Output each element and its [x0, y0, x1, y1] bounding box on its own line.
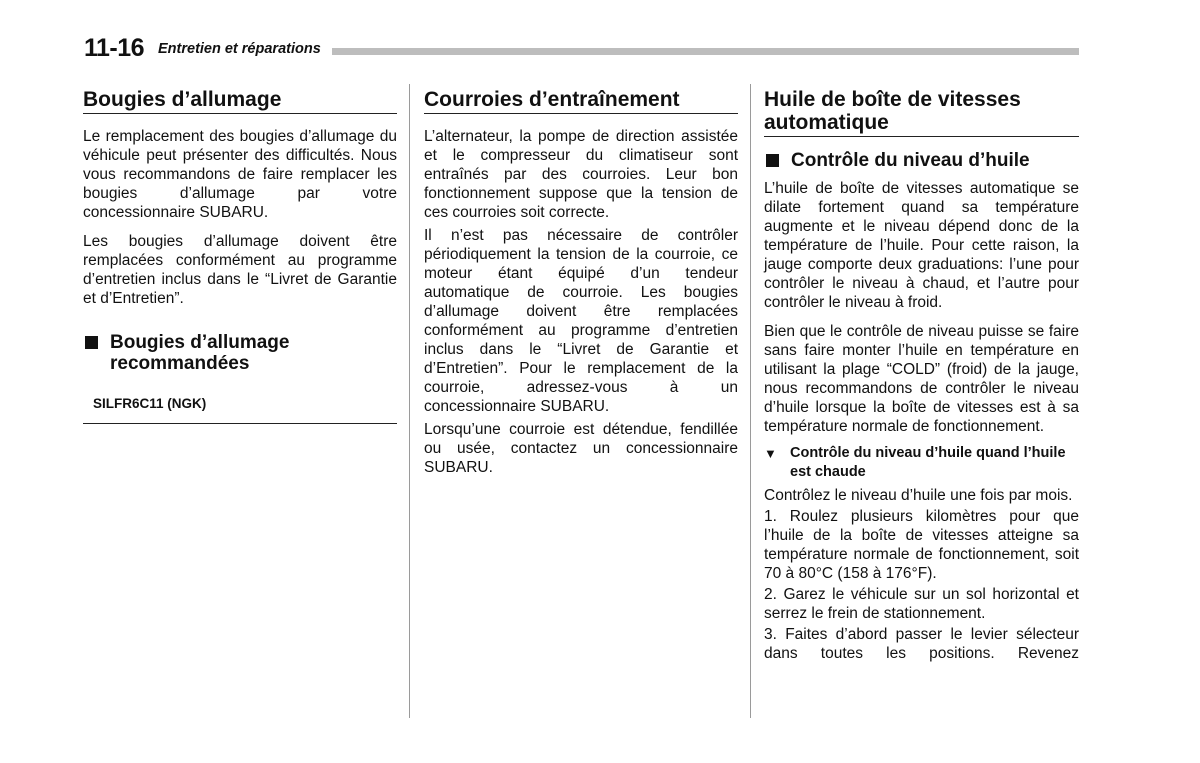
square-bullet-icon: [85, 336, 98, 349]
section-title: Entretien et réparations: [158, 41, 321, 57]
section-heading: Courroies d’entraînement: [424, 88, 738, 114]
subsection-heading: [764, 150, 1079, 171]
column-atf: [764, 88, 1079, 673]
paragraph: Bien que le contrôle de niveau puisse se faire sans faire monter l’huile en température en utilisant la plage “COLD” (froid) de la jauge, nous recommandons de contrôler le niveau d’huile lorsque la boîte de vitesses est à sa température normale de fonctionnement.: [764, 323, 1079, 435]
page-header: [84, 34, 1079, 62]
sub-subsection-heading: [764, 444, 1079, 482]
column-divider: [750, 84, 751, 718]
paragraph: Les bougies d’allumage doivent être remplacées conformément au programme d’entretien inclus dans le “Livret de Garantie et d’Entretien”.: [83, 233, 397, 307]
paragraph: L’huile de boîte de vitesses automatique se dilate fortement quand sa température augmente et le niveau dépend donc de la température de l’huile. Pour cette raison, la jauge comporte deux graduations: l’une pour contrôler le niveau à chaud, et l’autre pour contrôler le niveau à froid.: [764, 180, 1079, 311]
paragraph: L’alternateur, la pompe de direction assistée et le compresseur du climatiseur sont entraînés par des courroies. Leur bon fonctionnement suppose que la tension de ces courroies soit correcte.: [424, 128, 738, 221]
paragraph: Lorsqu’une courroie est détendue, fendillée ou usée, contactez un concessionnaire SUBARU.: [424, 421, 738, 476]
paragraph: Il n’est pas nécessaire de contrôler périodiquement la tension de la courroie, ce moteur étant équipé d’un tendeur automatique de courroie. Les bougies d’allumage doivent être remplacées conformément au programme d’entretien inclus dans le “Livret de Garantie et d’Entretien”. Pour le remplacement de la courroie, adressez-vous à un concessionnaire SUBARU.: [424, 227, 738, 415]
section-heading: Huile de boîte de vitesses automatique: [764, 88, 1079, 137]
paragraph: Le remplacement des bougies d’allumage du véhicule peut présenter des difficultés. Nous vous recommandons de faire remplacer les bougies d’allumage par votre concessionnaire SUBARU.: [83, 128, 397, 221]
subsection-heading: [83, 332, 397, 374]
column-divider: [409, 84, 410, 718]
subsection-heading-text: Contrôle du niveau d’huile: [791, 150, 1030, 171]
step-item: 1. Roulez plusieurs kilomètres pour que l’huile de la boîte de vitesses atteigne sa température normale de fonctionnement, soit 70 à 80°C (158 à 176°F).: [764, 508, 1079, 582]
step-item: 2. Garez le véhicule sur un sol horizontal et serrez le frein de stationnement.: [764, 586, 1079, 622]
header-rule: [332, 48, 1079, 55]
spark-plug-spec: SILFR6C11 (NGK): [83, 382, 397, 424]
column-drive-belts: [424, 88, 738, 487]
step-item: 3. Faites d’abord passer le levier sélecteur dans toutes les positions. Revenez: [764, 626, 1079, 662]
column-spark-plugs: [83, 88, 397, 424]
square-bullet-icon: [766, 154, 779, 167]
triangle-bullet-icon: ▼: [764, 446, 777, 461]
sub-subsection-heading-text: Contrôle du niveau d’huile quand l’huile est chaude: [790, 445, 1066, 480]
paragraph: Contrôlez le niveau d’huile une fois par mois.: [764, 487, 1073, 504]
page-number: 11-16: [84, 34, 145, 62]
subsection-heading-text: Bougies d’allumage recommandées: [110, 332, 290, 374]
section-heading: Bougies d’allumage: [83, 88, 397, 114]
